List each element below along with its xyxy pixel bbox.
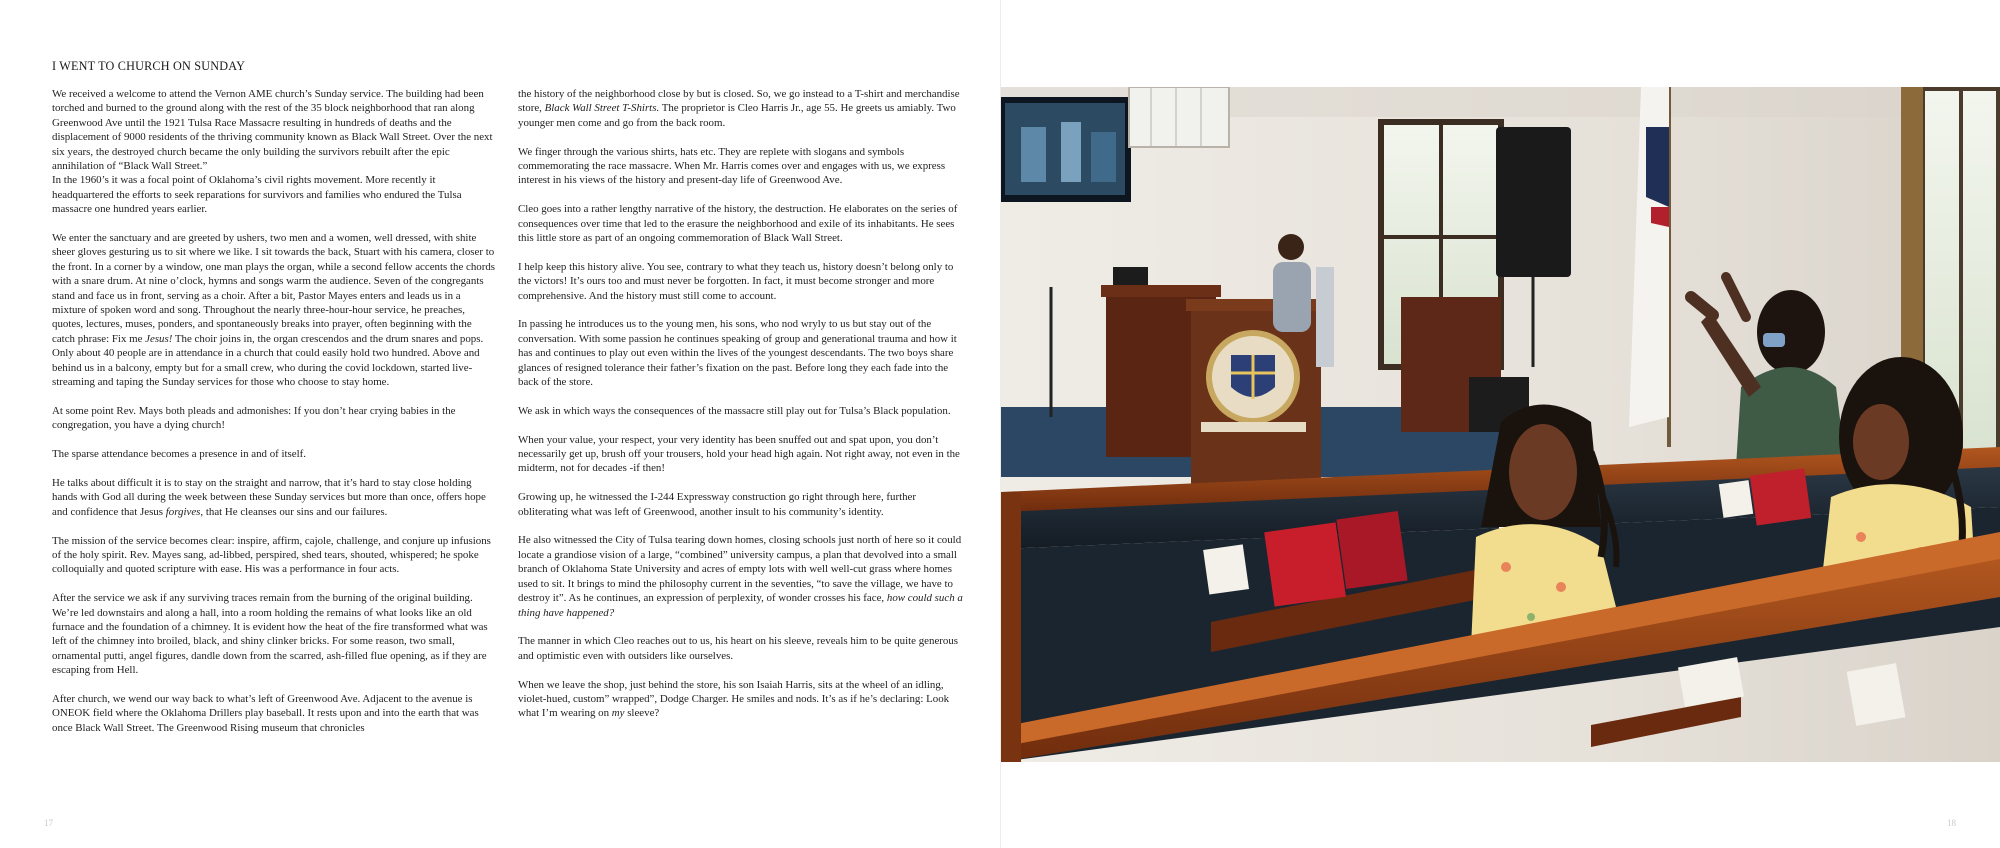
paragraph: We enter the sanctuary and are greeted by ushers, two men and a women, well dressed, with shite sheer gloves gesturing us to sit where we like. I sit towards the back, Stuart with his camera, closer to the front. In a corner by a window, one man plays the organ, while a second fellow accents the chords with a snare drum. At nine o’clock, hymns and songs warm the audience. Seven of the congregants stand and face us in front, serving as a choir. After a bit, Pastor Mayes enters and leads us in a mixture of spoken word and song. Throughout the nearly three-hour-hour service, he preaches, quotes, lectures, muses, ponders, and spontaneously breaks into prayer, often beginning with the catch phrase: Fix me Jesus! The choir joins in, the organ crescendos and the drum snares and pops. Only about 40 people are in attendance in a church that could easily hold two hundred. Above and behind us in a balcony, empty but for a small crew, who during the covid lockdown, started live-streaming and taping the Sunday services for those who choose to stay home. <box>52 232 496 389</box>
paragraph: In the 1960’s it was a focal point of Oklahoma’s civil rights movement. More recently it headquartered the efforts to seek reparations for survivors and families who endured the Tulsa massacre one hundred years earlier. <box>52 174 462 216</box>
paragraph: He talks about difficult it is to stay on the straight and narrow, that it’s hard to stay close holding hands with God all during the week between these Sunday services but more than once, offers hope and confidence that Jesus forgives, that He cleanses our sins and our failures. <box>52 476 486 518</box>
paragraph: After the service we ask if any surviving traces remain from the burning of the original building. We’re led downstairs and along a hall, into a room holding the remains of what looks like an old furnace and the foundation of a chimney. It is evident how the heat of the fire transformed what was left of the chimney into broiled, black, and shiny clinker bricks. For some reason, two small, ornamental putti, angel figures, dandle down from the scarred, ash-filled flue opening, as if they are escaping from Hell. <box>52 592 488 677</box>
paragraph: the history of the neighborhood close by but is closed. So, we go instead to a T-shirt and merchandise store, Black Wall Street T-Shirts. The proprietor is Cleo Harris Jr., age 55. He greets us amiably. Two younger men come and go from the back room. <box>518 88 960 129</box>
loudspeaker <box>1496 127 1571 277</box>
paragraph: When we leave the shop, just behind the store, his son Isaiah Harris, sits at the wheel of an idling, violet-hued, custom” wrapped”, Dodge Charger. He smiles and nods. It’s as if he’s declaring: Look what I’m wearing on my sleeve? <box>518 678 950 720</box>
paragraph: At some point Rev. Mays both pleads and admonishes: If you don’t hear crying babies in the congregation, you have a dying church! <box>52 404 456 432</box>
paragraph: We finger through the various shirts, hats etc. They are replete with slogans and symbols commemorating the race massacre. When Mr. Harris comes over and engages with us, we express interest in his views of the history and present-day life of Greenwood Ave. <box>518 145 946 187</box>
page-number-right: 18 <box>1947 818 1956 828</box>
paragraph: Growing up, he witnessed the I-244 Expressway construction go right through here, further obliterating what was left of Greenwood, another insult to his community’s identity. <box>518 491 917 518</box>
paragraph: We received a welcome to attend the Vernon AME church’s Sunday service. The building had been torched and burned to the ground along with the rest of the 35 block neighborhood that ran along Greenwood Ave until the 1921 Tulsa Race Massacre resulting in hundreds of deaths and the displacement of 9000 residents of the thriving community known as Black Wall Street. Over the next six years, the destroyed church became the only building the survivors rebuilt after the epic annihilation of “Black Wall Street.” <box>52 88 493 173</box>
paragraph: In passing he introduces us to the young men, his sons, who nod wryly to us but stay out of the conversation. With some passion he continues speaking of group and generational trauma and how it has and continues to play out even within the lives of the youngest descendants. The two boys share glances of resigned tolerance their father’s fixation on the past. Before long they each fade into the back of the store. <box>518 318 957 389</box>
paragraph: The mission of the service becomes clear: inspire, affirm, cajole, challenge, and conjure up infusions of the holy spirit. Rev. Mayes sang, ad-libbed, perspired, shed tears, shouted, whispered; he spoke colloquially and quoted scripture with ease. His was a performance in four acts. <box>52 534 491 576</box>
page-number-left: 17 <box>44 818 53 828</box>
text-column-right <box>518 87 963 735</box>
church-photo <box>1001 87 2000 762</box>
paragraph: The manner in which Cleo reaches out to us, his heart on his sleeve, reveals him to be quite generous and optimistic even with outsiders like ourselves. <box>518 635 959 662</box>
paragraph: When your value, your respect, your very identity has been snuffed out and spat upon, you don’t necessarily get up, brush off your trousers, hold your head high again. Not right away, not even in the midterm, not for decades -if then! <box>518 433 960 475</box>
paragraph: Cleo goes into a rather lengthy narrative of the history, the destruction. He elaborates on the series of consequences over time that led to the erasure the neighborhood and exile of its inhabitants. He sees this little store as part of an ongoing commemoration of Black Wall Street. <box>518 203 958 245</box>
article-title: I WENT TO CHURCH ON SUNDAY <box>52 59 246 73</box>
paragraph: The sparse attendance becomes a presence in and of itself. <box>52 448 306 461</box>
paragraph: I help keep this history alive. You see, contrary to what they teach us, history doesn’t belong only to the victors! It’s ours too and must never be forgotten. In fact, it must become stronger and more comprehensive. And the history must still come to account. <box>518 260 954 302</box>
text-column-left <box>52 87 496 750</box>
paragraph: He also witnessed the City of Tulsa tearing down homes, closing schools just north of here so it could locate a grandiose vision of a large, “combined” university campus, a plan that devolved into a small branch of Oklahoma State University and acres of empty lots with well well-cut grass where homes used to sit. It brings to mind the philosophy current in the seventies, “to save the village, we have to destroy it”. As he continues, an expression of perplexity, of wonder crosses his face, how could such a thing have happened? <box>518 534 963 619</box>
paragraph: After church, we wend our way back to what’s left of Greenwood Ave. Adjacent to the avenue is ONEOK field where the Oklahoma Drillers play baseball. It rests upon and into the earth that was once Black Wall Street. The Greenwood Rising museum that chronicles <box>52 692 479 734</box>
tv-screen <box>1001 97 1131 202</box>
paragraph: We ask in which ways the consequences of the massacre still play out for Tulsa’s Black population. <box>518 404 951 417</box>
